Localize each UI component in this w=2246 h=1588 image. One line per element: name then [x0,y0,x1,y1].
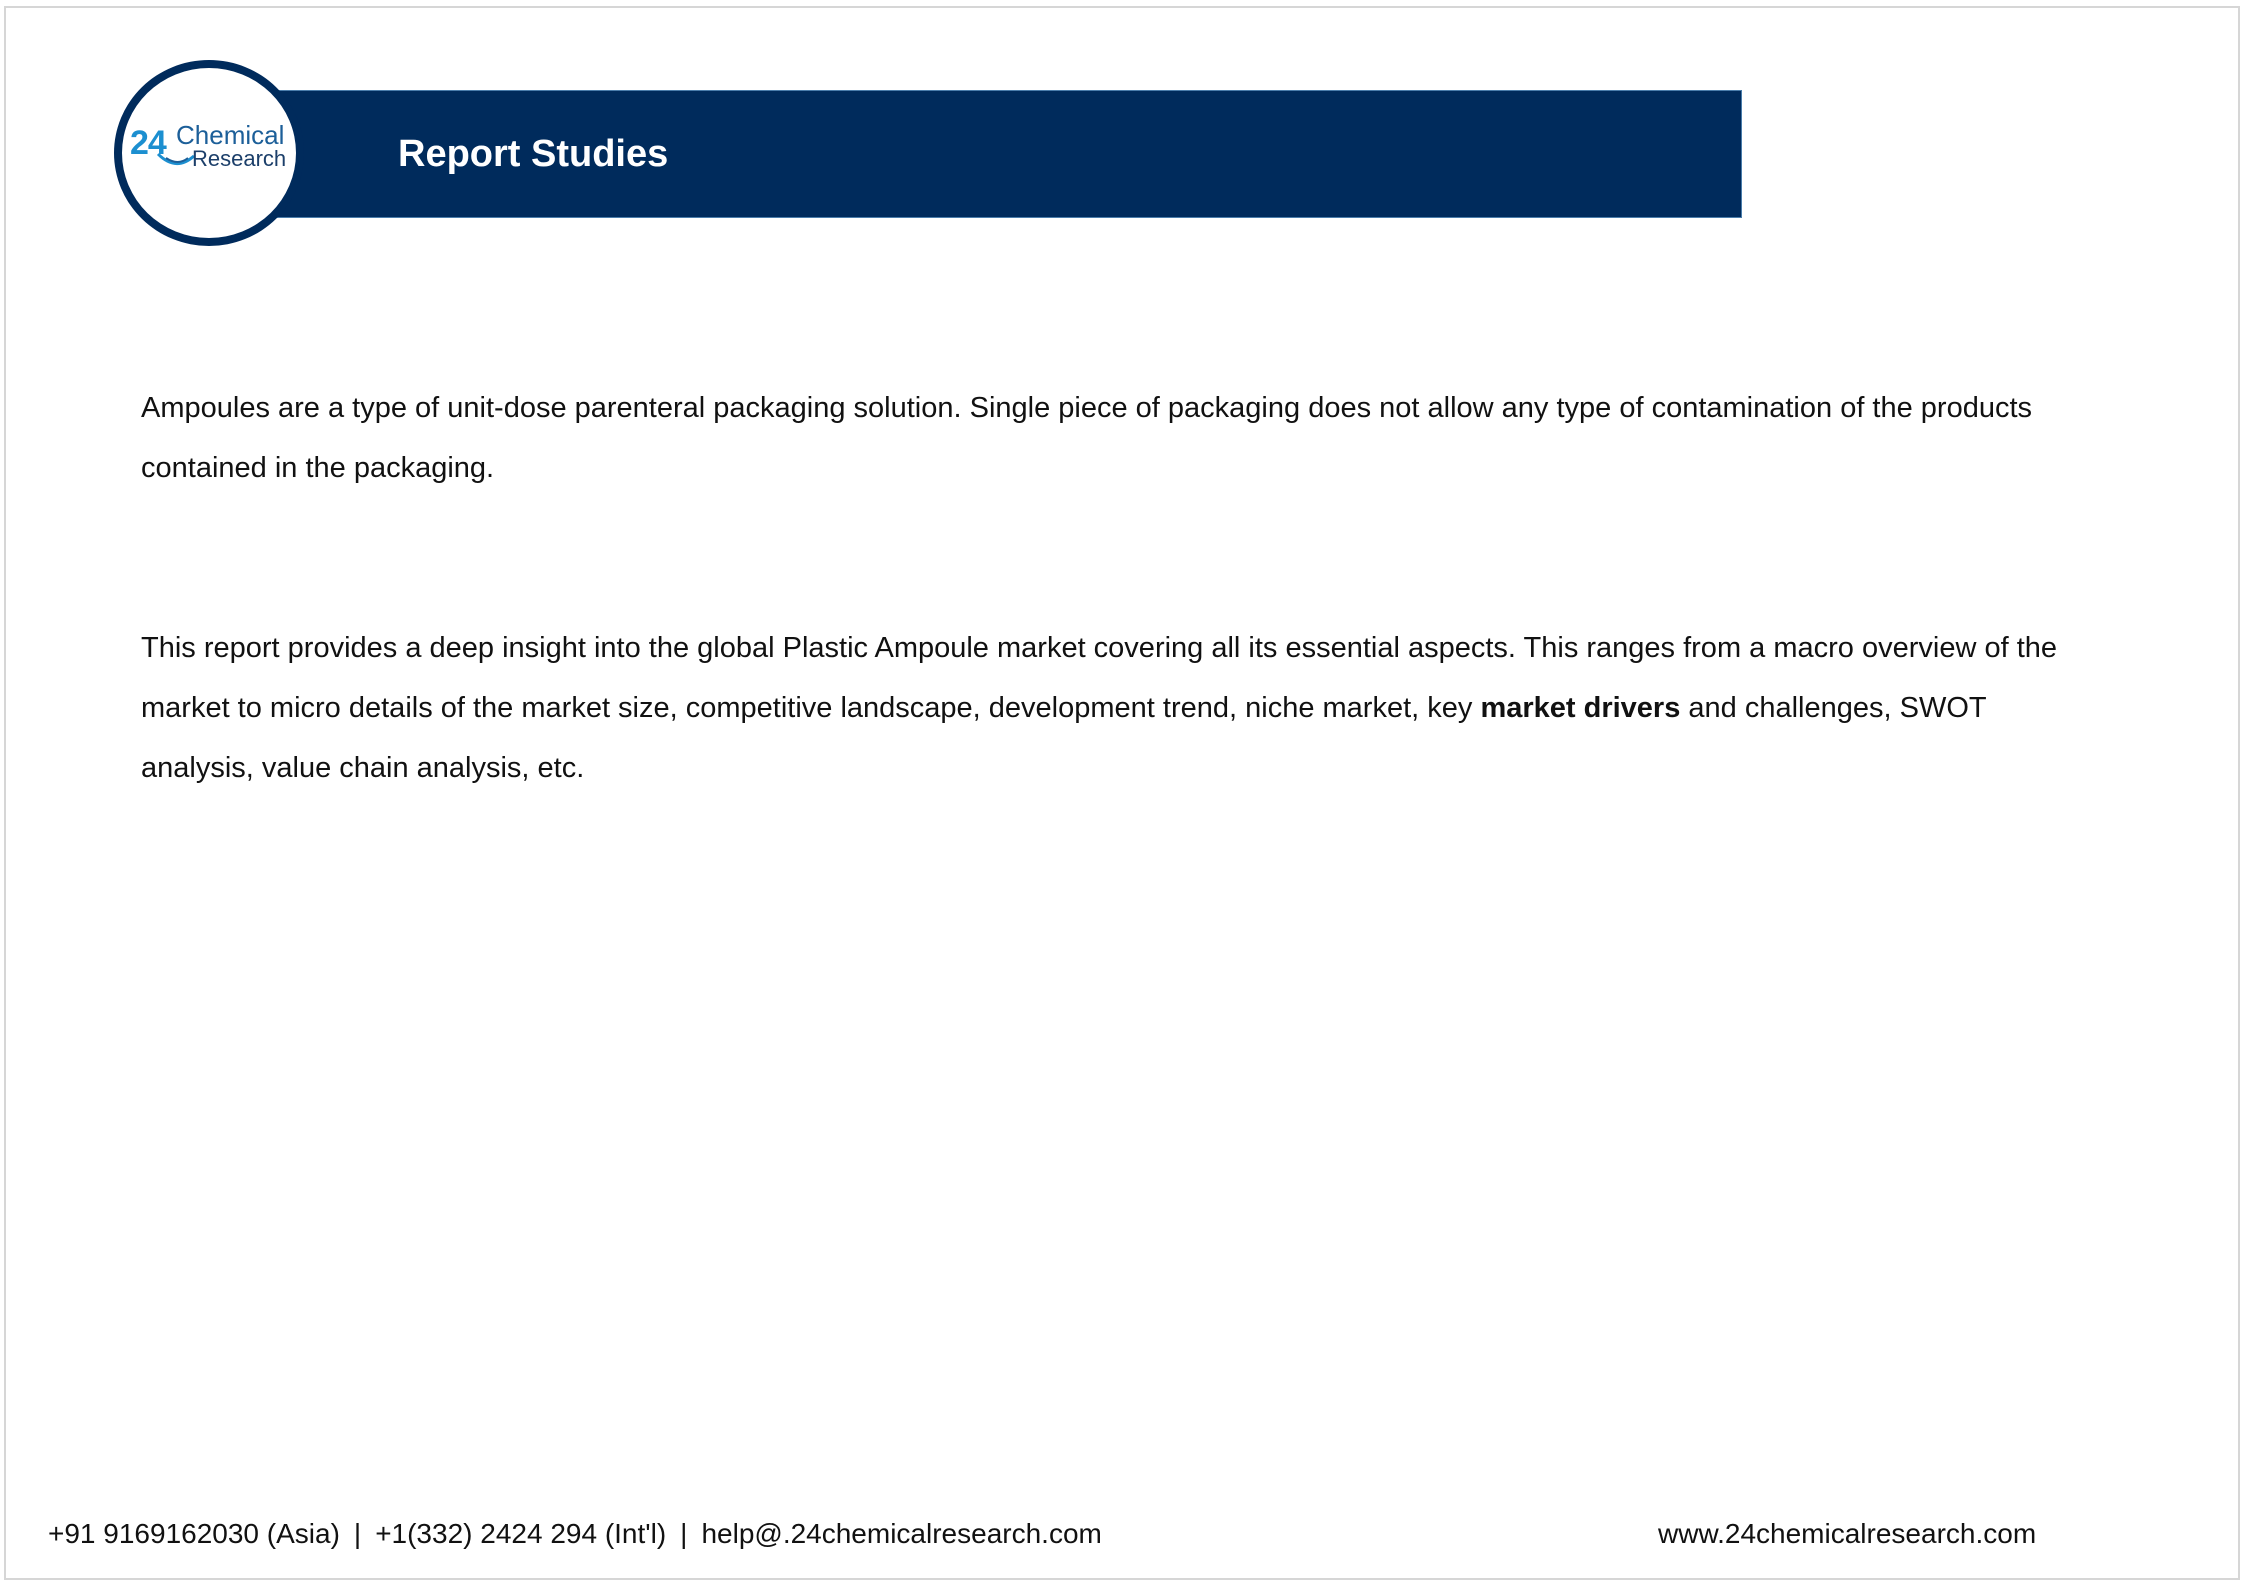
logo-word-research: Research [192,146,287,171]
website-link[interactable]: www.24chemicalresearch.com [1658,1518,2037,1549]
flask-swoosh-icon [156,150,196,170]
phone-asia[interactable]: +91 9169162030 (Asia) [48,1518,340,1549]
company-logo [130,118,290,178]
email-link[interactable]: help@.24chemicalresearch.com [701,1518,1102,1549]
report-scope-text-end: and challenges, SWOT analysis, value chain analysis, etc. [141,692,1987,784]
intro-paragraph: Ampoules are a type of unit-dose parenteral packaging solution. Single piece of packaging does not allow any type of contamination of the products contained in the packaging. [141,392,2033,484]
report-scope-text: This report provides a deep insight into the global Plastic Ampoule market covering all its essential aspects. This ranges from a macro overview of the market to micro details of the market size, competitive landscape, development trend, niche market, key [141,632,2058,724]
page-title: Report Studies [398,133,669,175]
phone-international[interactable]: +1(332) 2424 294 (Int'l) [375,1518,667,1549]
footer-contact [48,1518,1102,1550]
logo-word-chemical: Chemical [176,120,285,150]
footer-separator: | [353,1518,362,1549]
footer-separator: | [680,1518,688,1549]
logo-number: 24 [130,124,166,162]
report-scope-paragraph [141,618,2061,798]
market-drivers-highlight: market drivers [1480,692,1681,724]
